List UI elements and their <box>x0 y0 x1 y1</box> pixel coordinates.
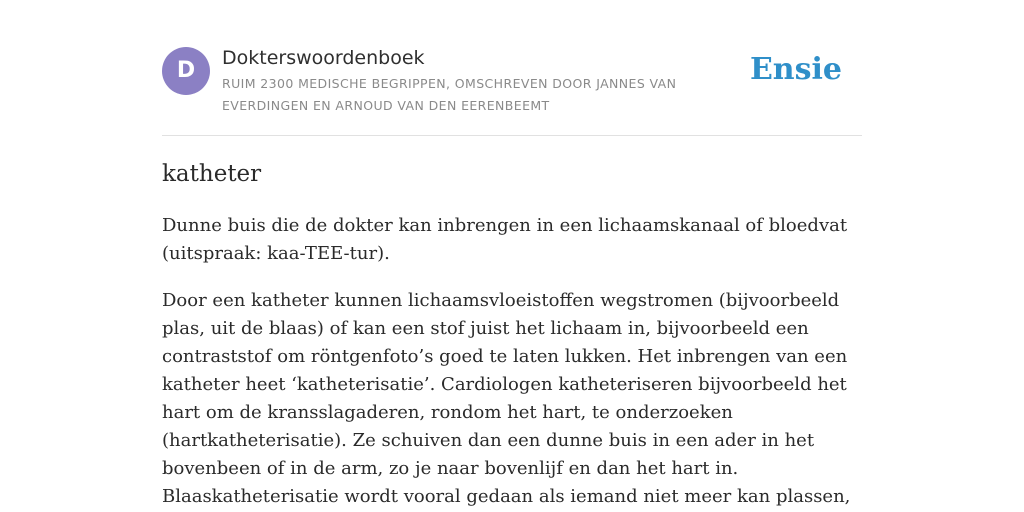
entry-content <box>162 158 862 511</box>
dictionary-info <box>222 46 722 117</box>
entry-paragraph: Door een katheter kunnen lichaamsvloeistoffen wegstromen (bijvoorbeeld plas, uit de blaas) of kan een stof juist het lichaam in, bijvoorbeeld een contraststof om röntgenfoto’s goed te laten lukken. Het inbrengen van een katheter heet ‘katheterisatie’. Cardiologen katheteriseren bijvoorbeeld het hart om de kransslagaderen, rondom het hart, te onderzoeken (hartkatheterisatie). Ze schuiven dan een dunne buis in een ader in het bovenbeen of in de arm, zo je naar bovenlijf en dan het hart in. Blaaskatheterisatie wordt vooral gedaan als iemand niet meer kan plassen, <box>162 290 851 507</box>
entry-paragraph: Dunne buis die de dokter kan inbrengen in een lichaamskanaal of bloedvat (uitspraak: kaa-TEE-tur). <box>162 215 848 264</box>
dictionary-header <box>162 0 862 136</box>
dictionary-name-link[interactable]: Dokterswoordenboek <box>222 47 425 69</box>
page-container <box>162 0 862 511</box>
ensie-logo[interactable]: Ensie <box>749 52 842 87</box>
dictionary-avatar[interactable]: D <box>162 47 210 95</box>
dictionary-description: RUIM 2300 MEDISCHE BEGRIPPEN, OMSCHREVEN DOOR JANNES VAN EVERDINGEN EN ARNOUD VAN DEN EERENBEEMT <box>222 76 677 113</box>
entry-term: katheter <box>162 161 262 187</box>
